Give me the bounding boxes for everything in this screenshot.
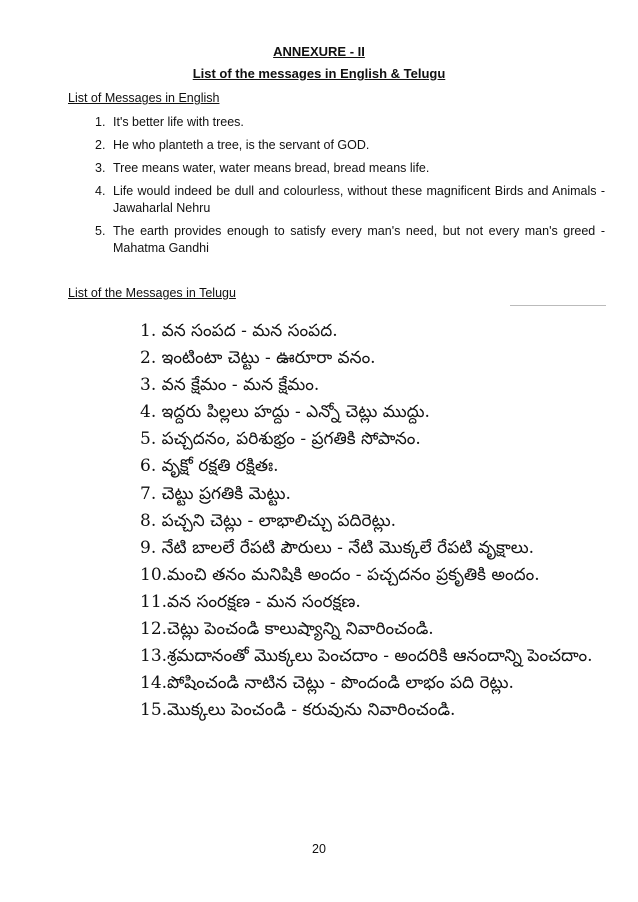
telugu-list-item: 14.పోషించండి నాటిన చెట్లు - పొందండి లాభం పది రెట్లు. bbox=[140, 673, 514, 694]
telugu-list-item: 13.శ్రమదానంతో మొక్కలు పెంచదాం - అందరికి ఆనందాన్ని పెంచదాం. bbox=[140, 646, 593, 667]
list-item bbox=[95, 160, 605, 177]
item-text: Tree means water, water means bread, bread means life. bbox=[113, 161, 430, 175]
telugu-section-heading: List of the Messages in Telugu bbox=[68, 286, 236, 300]
english-message-list bbox=[95, 114, 605, 263]
telugu-list-item: 9. నేటి బాలలే రేపటి పౌరులు - నేటి మొక్కలే రేపటి వృక్షాలు. bbox=[140, 537, 535, 558]
telugu-list-item: 11.వన సంరక్షణ - మన సంరక్షణ. bbox=[140, 591, 361, 612]
list-item bbox=[95, 114, 605, 131]
item-number: 1. bbox=[95, 115, 106, 129]
divider bbox=[510, 305, 606, 306]
page-number: 20 bbox=[312, 842, 326, 856]
telugu-list-item: 7. చెట్టు ప్రగతికి మెట్టు. bbox=[140, 483, 291, 504]
item-text: He who planteth a tree, is the servant of GOD. bbox=[113, 138, 370, 152]
telugu-list-item: 4. ఇద్దరు పిల్లలు హద్దు - ఎన్నో చెట్లు ముద్దు. bbox=[140, 402, 430, 423]
telugu-list-item: 1. వన సంపద - మన సంపద. bbox=[140, 321, 338, 341]
telugu-list-item: 5. పచ్చదనం, పరిశుభ్రం - ప్రగతికి సోపానం. bbox=[140, 429, 421, 450]
annexure-heading: ANNEXURE - II bbox=[273, 44, 365, 59]
telugu-list-item: 12.చెట్లు పెంచండి కాలుష్యాన్ని నివారించండి. bbox=[140, 619, 434, 640]
list-item bbox=[95, 223, 605, 257]
item-text: It's better life with trees. bbox=[113, 115, 244, 129]
item-number: 3. bbox=[95, 161, 106, 175]
item-text: Life would indeed be dull and colourless, without these magnificent Birds and Animals - Jawaharlal Nehru bbox=[113, 184, 605, 215]
telugu-list-item: 8. పచ్చని చెట్లు - లాభాలిచ్చు పదిరెట్లు. bbox=[140, 510, 397, 531]
list-item bbox=[95, 183, 605, 217]
item-number: 5. bbox=[95, 224, 106, 238]
telugu-list-item: 3. వన క్షేమం - మన క్షేమం. bbox=[140, 375, 320, 396]
telugu-list-item: 10.మంచి తనం మనిషికి అందం - పచ్చదనం ప్రకృతికి అందం. bbox=[140, 564, 540, 585]
document-title: List of the messages in English & Telugu bbox=[192, 66, 446, 81]
item-number: 2. bbox=[95, 138, 106, 152]
item-text: The earth provides enough to satisfy every man's need, but not every man's greed - Mahatma Gandhi bbox=[113, 224, 605, 255]
telugu-list-item: 15.మొక్కలు పెంచండి - కరువును నివారించండి. bbox=[140, 700, 456, 721]
item-number: 4. bbox=[95, 184, 106, 198]
telugu-list-item: 6. వృక్షో రక్షతి రక్షితః. bbox=[140, 456, 279, 477]
list-item bbox=[95, 137, 605, 154]
telugu-list-item: 2. ఇంటింటా చెట్టు - ఊరూరా వనం. bbox=[140, 348, 376, 369]
english-section-heading: List of Messages in English bbox=[68, 91, 220, 105]
telugu-message-list bbox=[140, 318, 620, 724]
